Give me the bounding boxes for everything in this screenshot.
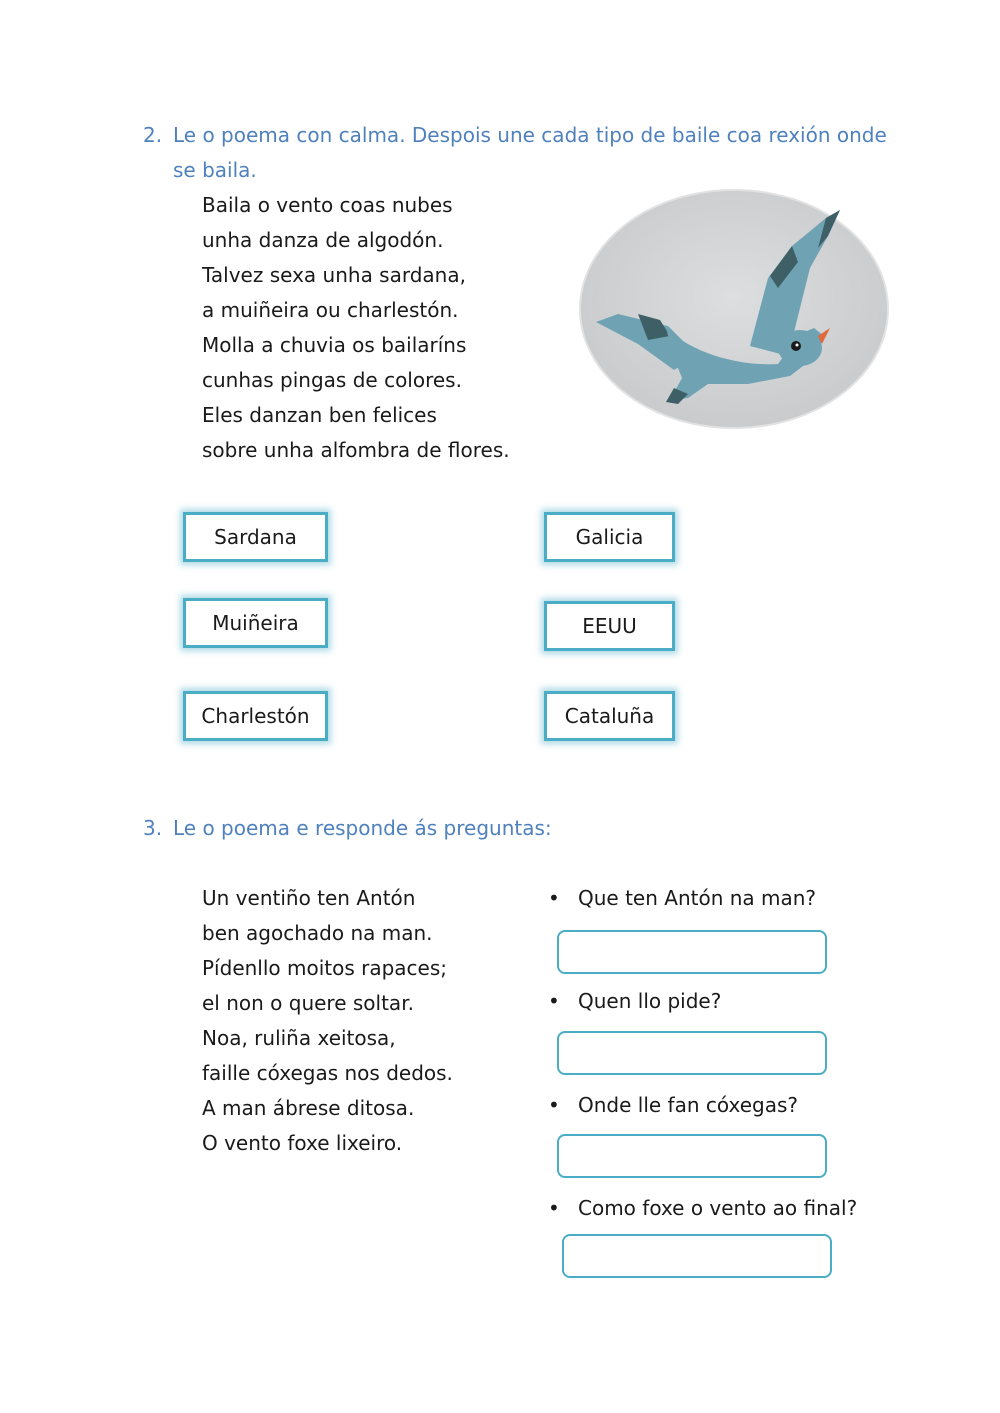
question-text: Onde lle fan cóxegas? — [578, 1093, 799, 1117]
exercise-3-instruction: Le o poema e responde ás preguntas: — [173, 816, 552, 840]
answer-input-1[interactable] — [557, 930, 827, 974]
dance-label: Muiñeira — [212, 611, 299, 635]
poem-wind — [202, 881, 453, 1161]
region-box-eeuu[interactable] — [544, 601, 675, 651]
poem-line: faille cóxegas nos dedos. — [202, 1061, 453, 1085]
region-box-galicia[interactable] — [544, 512, 675, 562]
bullet: • — [548, 989, 560, 1013]
poem-line: Eles danzan ben felices — [202, 403, 437, 427]
exercise-2-instruction: Le o poema con calma. Despois une cada tipo de baile coa rexión onde se baila. — [173, 123, 887, 182]
exercise-3-number: 3. — [143, 816, 163, 840]
poem-line: Molla a chuvia os bailaríns — [202, 333, 467, 357]
poem-line: Noa, ruliña xeitosa, — [202, 1026, 396, 1050]
bird-icon — [578, 188, 890, 430]
bullet: • — [548, 1196, 560, 1220]
dance-box-muineira[interactable] — [183, 598, 328, 648]
poem-line: unha danza de algodón. — [202, 228, 444, 252]
poem-line: ben agochado na man. — [202, 921, 433, 945]
question-item — [548, 1091, 798, 1119]
region-label: EEUU — [582, 614, 637, 638]
poem-line: Un ventiño ten Antón — [202, 886, 416, 910]
exercise-2-heading — [143, 118, 903, 188]
region-label: Cataluña — [564, 704, 655, 728]
answer-input-4[interactable] — [562, 1234, 832, 1278]
bullet: • — [548, 1093, 560, 1117]
bullet: • — [548, 886, 560, 910]
poem-line: O vento foxe lixeiro. — [202, 1131, 403, 1155]
question-text: Quen llo pide? — [578, 989, 722, 1013]
poem-line: Talvez sexa unha sardana, — [202, 263, 466, 287]
exercise-3-heading — [143, 811, 903, 846]
poem-line: Pídenllo moitos rapaces; — [202, 956, 448, 980]
question-item — [548, 987, 721, 1015]
poem-line: Baila o vento coas nubes — [202, 193, 453, 217]
answer-input-2[interactable] — [557, 1031, 827, 1075]
question-item — [548, 884, 816, 912]
answer-input-3[interactable] — [557, 1134, 827, 1178]
poem-dance — [202, 188, 510, 468]
poem-line: cunhas pingas de colores. — [202, 368, 462, 392]
poem-line: sobre unha alfombra de flores. — [202, 438, 510, 462]
poem-line: a muiñeira ou charlestón. — [202, 298, 459, 322]
dance-box-charleston[interactable] — [183, 691, 328, 741]
dance-label: Sardana — [214, 525, 297, 549]
region-label: Galicia — [575, 525, 644, 549]
dance-label: Charlestón — [201, 704, 310, 728]
poem-line: el non o quere soltar. — [202, 991, 414, 1015]
poem-line: A man ábrese ditosa. — [202, 1096, 415, 1120]
exercise-2-number: 2. — [143, 123, 163, 147]
bird-illustration — [578, 188, 890, 430]
question-item — [548, 1194, 857, 1222]
dance-box-sardana[interactable] — [183, 512, 328, 562]
region-box-cataluna[interactable] — [544, 691, 675, 741]
question-text: Como foxe o vento ao final? — [578, 1196, 858, 1220]
question-text: Que ten Antón na man? — [578, 886, 817, 910]
